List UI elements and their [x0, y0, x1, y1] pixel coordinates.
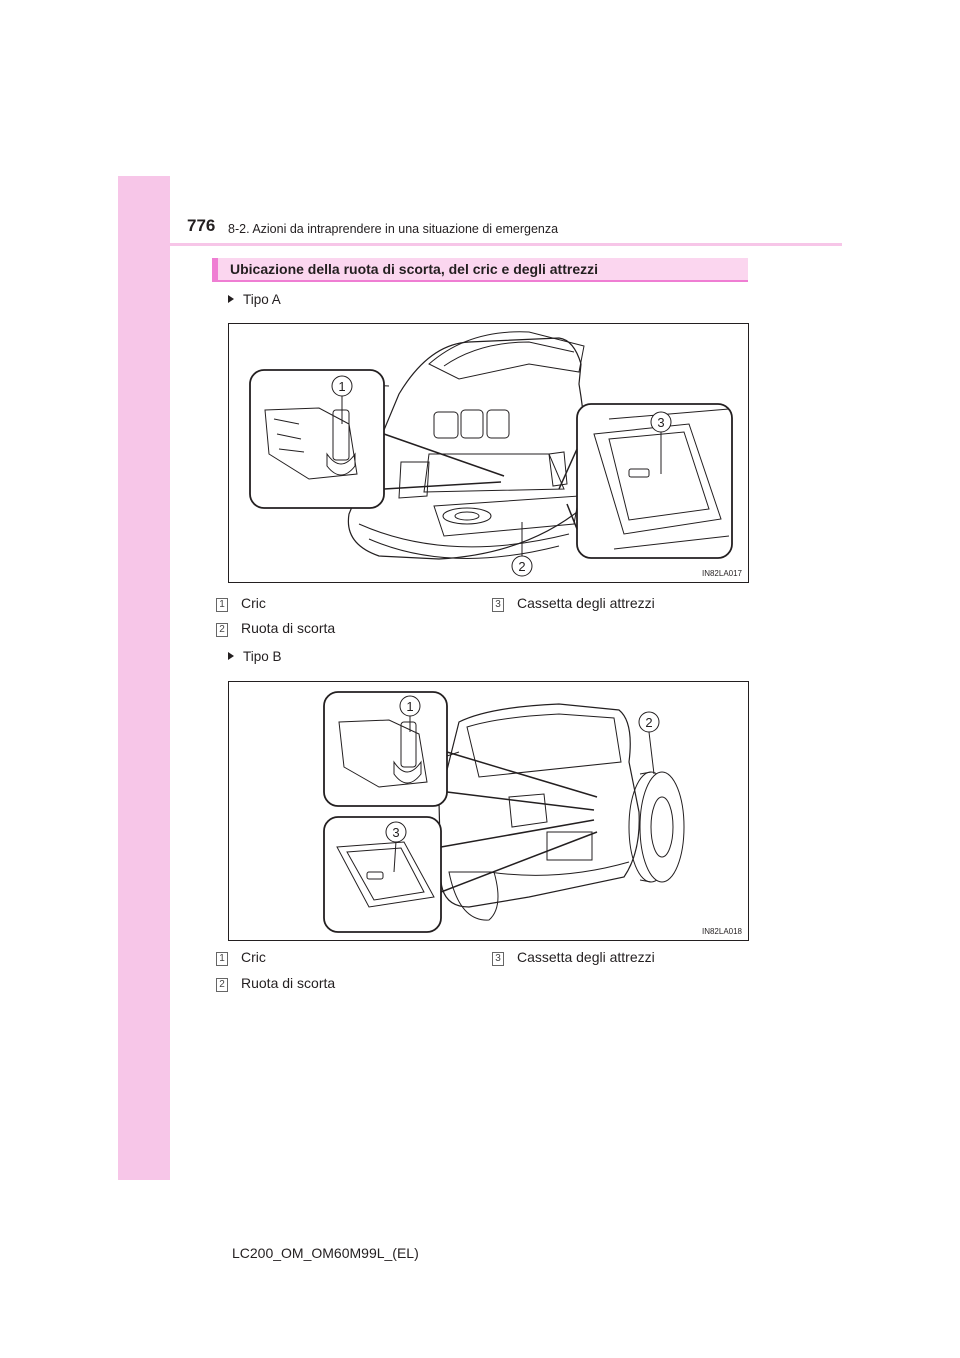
callout-3-a: 3 [657, 415, 665, 430]
figure-code-a: IN82LA017 [701, 569, 742, 578]
figure-code-b: IN82LA018 [701, 927, 742, 936]
header-rule [118, 243, 842, 246]
illustration-type-b [229, 682, 749, 941]
legend-number: 1 [216, 952, 228, 966]
legend-item-a-2: 2 Ruota di scorta [216, 620, 335, 637]
section-title: Ubicazione della ruota di scorta, del cric e degli attrezzi [230, 261, 598, 277]
legend-number: 2 [216, 978, 228, 992]
figure-type-a [228, 323, 749, 583]
callout-1-b: 1 [406, 699, 414, 714]
callout-2-b: 2 [645, 715, 653, 730]
legend-number: 2 [216, 623, 228, 637]
callout-2-a: 2 [518, 559, 526, 574]
legend-item-a-3: 3 Cassetta degli attrezzi [492, 595, 655, 612]
legend-number: 3 [492, 598, 504, 612]
bullet-triangle-icon [228, 652, 234, 660]
legend-item-b-1: 1 Cric [216, 949, 266, 966]
illustration-type-a [229, 324, 749, 583]
figure-type-b [228, 681, 749, 941]
footer-doc-code: LC200_OM_OM60M99L_(EL) [232, 1245, 419, 1261]
legend-item-a-1: 1 Cric [216, 595, 266, 612]
chapter-title: 8-2. Azioni da intraprendere in una situazione di emergenza [228, 222, 559, 236]
variant-a-label: Tipo A [228, 292, 281, 307]
callout-1-a: 1 [338, 379, 346, 394]
legend-item-b-3: 3 Cassetta degli attrezzi [492, 949, 655, 966]
legend-number: 3 [492, 952, 504, 966]
page-number: 776 [187, 216, 216, 235]
callout-3-b: 3 [392, 825, 400, 840]
bullet-triangle-icon [228, 295, 234, 303]
section-heading [212, 258, 748, 282]
side-strip [118, 176, 170, 1180]
legend-number: 1 [216, 598, 228, 612]
variant-b-label: Tipo B [228, 649, 282, 664]
legend-item-b-2: 2 Ruota di scorta [216, 975, 335, 992]
